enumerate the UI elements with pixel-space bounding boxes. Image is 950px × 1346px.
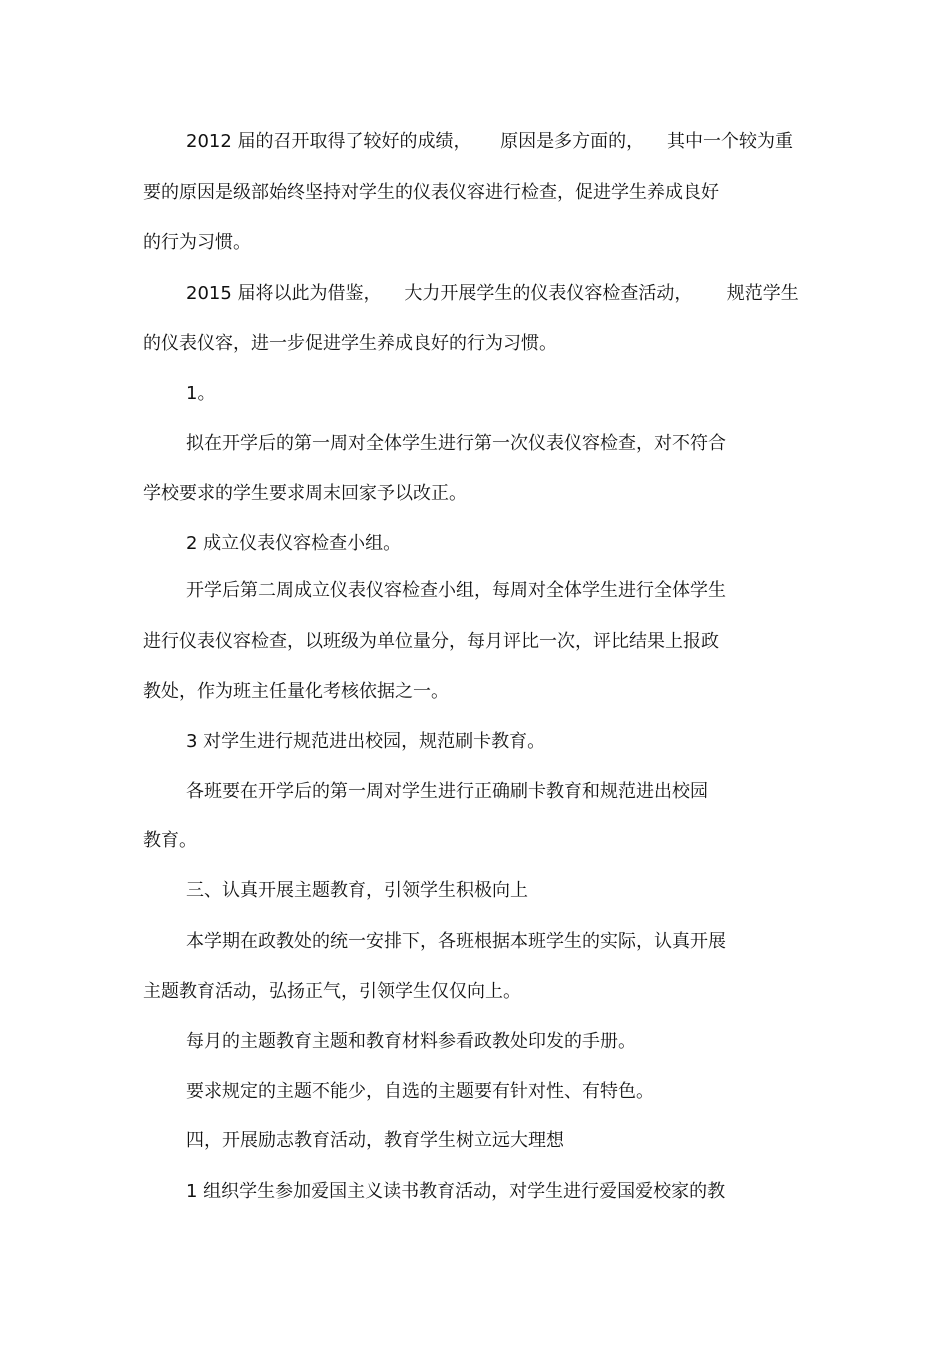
paragraph-line: 三、认真开展主题教育，引领学生积极向上 <box>186 880 528 901</box>
paragraph-line: 2 成立仪表仪容检查小组。 <box>186 533 402 554</box>
paragraph-line: 1。 <box>186 383 216 404</box>
paragraph-line: 要的原因是级部始终坚持对学生的仪表仪容进行检查，促进学生养成良好 <box>143 182 719 203</box>
paragraph-line: 教育。 <box>143 830 197 851</box>
paragraph-line: 每月的主题教育主题和教育材料参看政教处印发的手册。 <box>186 1031 636 1052</box>
paragraph-line: 主题教育活动，弘扬正气，引领学生仅仅向上。 <box>143 981 521 1002</box>
paragraph-line: 1 组织学生参加爱国主义读书教育活动，对学生进行爱国爱校家的教 <box>186 1181 726 1202</box>
paragraph-line: 四，开展励志教育活动，教育学生树立远大理想 <box>186 1130 564 1151</box>
paragraph-line: 各班要在开学后的第一周对学生进行正确刷卡教育和规范进出校园 <box>186 781 708 802</box>
paragraph-line: 学校要求的学生要求周末回家予以改正。 <box>143 483 467 504</box>
paragraph-line: 的仪表仪容，进一步促进学生养成良好的行为习惯。 <box>143 333 557 354</box>
paragraph-line: 教处，作为班主任量化考核依据之一。 <box>143 681 449 702</box>
paragraph-line: 2012 届的召开取得了较好的成绩， 原因是多方面的， 其中一个较为重 <box>186 131 794 152</box>
paragraph-line: 3 对学生进行规范进出校园，规范刷卡教育。 <box>186 731 546 752</box>
paragraph-line: 本学期在政教处的统一安排下，各班根据本班学生的实际，认真开展 <box>186 931 726 952</box>
paragraph-line: 2015 届将以此为借鉴， 大力开展学生的仪表仪容检查活动， 规范学生 <box>186 283 799 304</box>
paragraph-line: 的行为习惯。 <box>143 232 251 253</box>
paragraph-line: 要求规定的主题不能少，自选的主题要有针对性、有特色。 <box>186 1081 654 1102</box>
paragraph-line: 开学后第二周成立仪表仪容检查小组，每周对全体学生进行全体学生 <box>186 580 726 601</box>
paragraph-line: 拟在开学后的第一周对全体学生进行第一次仪表仪容检查，对不符合 <box>186 433 726 454</box>
paragraph-line: 进行仪表仪容检查，以班级为单位量分，每月评比一次，评比结果上报政 <box>143 631 719 652</box>
